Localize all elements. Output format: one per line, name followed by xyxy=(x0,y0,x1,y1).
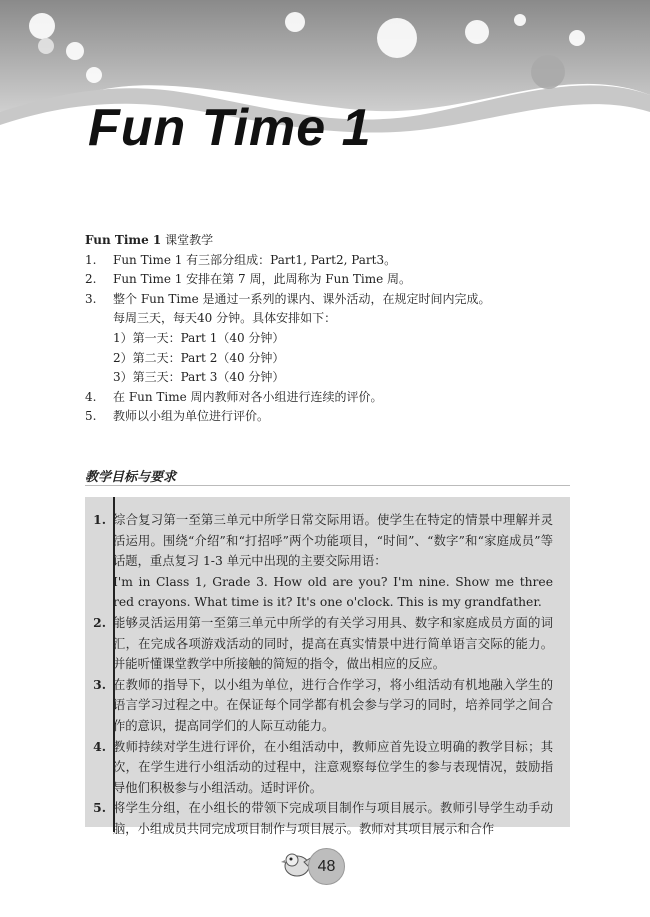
list-item xyxy=(85,407,491,427)
item-number: 5. xyxy=(85,409,97,424)
page-title: Fun Time 1 xyxy=(88,99,372,157)
intro-heading xyxy=(85,231,491,251)
item-text: Fun Time 1 安排在第 7 周，此周称为 Fun Time 周。 xyxy=(113,272,411,287)
item-text: 在 Fun Time 周内教师对各小组进行连续的评价。 xyxy=(113,389,383,404)
goal-text: 在教师的指导下，以小组为单位，进行合作学习，将小组活动有机地融入学生的语言学习过程之中。在保证每个同学都有机会参与学习的同时，培养同学之间合作的意识，提高同学们的人际互动能力。 xyxy=(113,677,553,733)
item-text: 整个 Fun Time 是通过一系列的课内、课外活动，在规定时间内完成。 xyxy=(113,291,491,306)
goal-number: 4. xyxy=(93,738,106,754)
sub-item: 1）第一天：Part 1（40 分钟） xyxy=(113,330,285,345)
goal-item xyxy=(85,510,570,613)
goal-text: 能够灵活运用第一至第三单元中所学的有关学习用具、数字和家庭成员方面的词汇，在完成各项游戏活动的同时，提高在真实情景中进行简单语言交际的能力。并能听懂课堂教学中所接触的简短的指令，做出相应的反应。 xyxy=(113,615,553,672)
section-divider xyxy=(85,485,570,486)
goal-item xyxy=(85,737,570,799)
goal-item xyxy=(85,675,570,737)
goal-number: 2. xyxy=(93,614,106,630)
list-item xyxy=(85,270,491,290)
item-number: 4. xyxy=(85,389,97,404)
goals-list xyxy=(85,510,570,840)
item-number: 3. xyxy=(85,291,97,306)
list-item xyxy=(85,388,491,408)
goal-english-phrases: I'm in Class 1, Grade 3. How old are you? I'm nine. Show me three red crayons. What time is it? It's one o'clock. This is my grandfather. xyxy=(113,574,553,610)
item-continuation: 每周三天，每天40 分钟。具体安排如下： xyxy=(113,311,337,326)
goal-text: 综合复习第一至第三单元中所学日常交际用语。使学生在特定的情景中理解并灵活运用。围绕“介绍”和“打招呼”两个功能项目，“时间”、“数字”和“家庭成员”等话题，重点复习 1-3 单元中出现的主要交际用语： xyxy=(113,513,553,569)
item-text: Fun Time 1 有三部分组成：Part1, Part2, Part3。 xyxy=(113,252,397,267)
item-number: 2. xyxy=(85,272,97,287)
goal-number: 3. xyxy=(93,676,106,692)
goal-text: 教师持续对学生进行评价，在小组活动中，教师应首先设立明确的教学目标；其次，在学生进行小组活动的过程中，注意观察每位学生的参与表现情况，鼓励指导他们积极参与小组活动。适时评价。 xyxy=(113,739,553,795)
page-number: 48 xyxy=(308,848,345,885)
section-heading: 教学目标与要求 xyxy=(85,470,177,485)
goal-item xyxy=(85,798,570,839)
item-number: 1. xyxy=(85,252,97,267)
goal-item xyxy=(85,613,570,675)
goal-text: 将学生分组，在小组长的带领下完成项目制作与项目展示。教师引导学生动手动脑，小组成员共同完成项目制作与项目展示。教师对其项目展示和合作 xyxy=(113,801,553,836)
sub-item: 2）第二天：Part 2（40 分钟） xyxy=(113,350,285,365)
heading-bold: Fun Time 1 xyxy=(85,233,162,247)
item-text: 教师以小组为单位进行评价。 xyxy=(113,409,270,424)
goal-number: 5. xyxy=(93,800,106,816)
heading-rest: 课堂教学 xyxy=(161,233,214,247)
list-item xyxy=(85,251,491,271)
goal-number: 1. xyxy=(93,512,106,527)
classroom-teaching-list xyxy=(85,231,491,427)
list-item xyxy=(85,290,491,310)
sub-item: 3）第三天：Part 3（40 分钟） xyxy=(113,370,285,385)
